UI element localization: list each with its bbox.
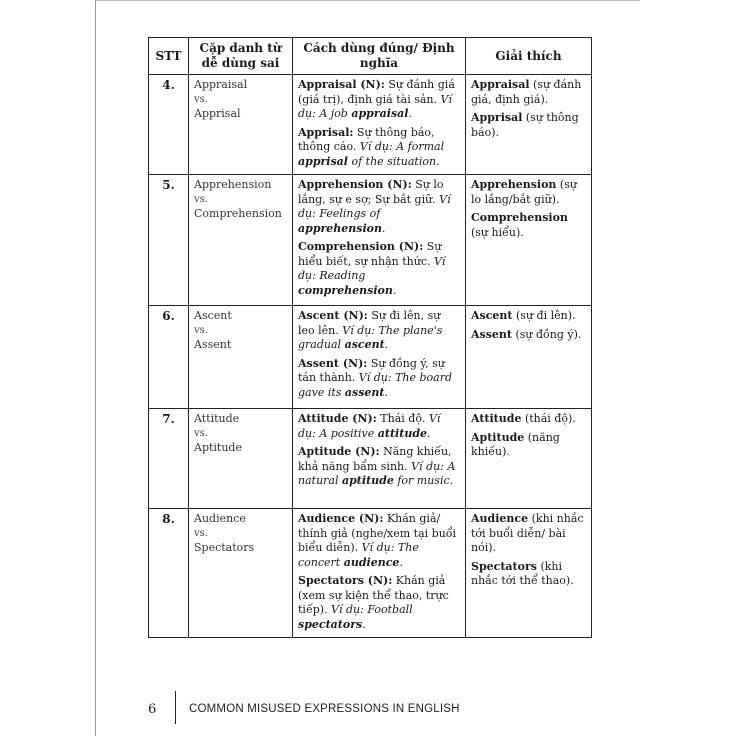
example-keyword: appraisal — [351, 107, 409, 120]
definition-text: Sự đánh giá (giá trị), định giá tài sản. — [298, 78, 455, 106]
table-row — [149, 75, 592, 175]
term-label: Appraisal (N): — [298, 78, 385, 91]
definition-text: Năng khiếu, khả năng bẩm sinh. — [298, 445, 452, 473]
word-b: Aptitude — [194, 441, 242, 454]
definition-text: Khán giả/ thính giả (nghe/xem tại buổi biểu diễn). — [298, 512, 457, 554]
definition-text: Sự đồng ý, sự tán thành. — [298, 356, 445, 384]
example-keyword: apprehension — [298, 221, 383, 235]
explanation-item — [471, 211, 586, 240]
usage-cell — [293, 409, 466, 509]
example-prefix: Ví dụ: A positive — [298, 412, 441, 440]
definition-text: Sự thông báo, thông cáo. — [298, 125, 435, 153]
term-label: Audience (N): — [298, 512, 384, 525]
explanation-cell — [466, 175, 592, 306]
word-a: Ascent — [194, 309, 232, 322]
row-number: 5. — [149, 175, 189, 306]
explanation-text: (khi nhắc tới thể thao). — [471, 559, 574, 587]
term-label: Ascent (N): — [298, 309, 368, 322]
usage-cell — [293, 175, 466, 306]
explanation-text: (sự đánh giá, định giá). — [471, 78, 582, 106]
word-a: Apprehension — [194, 178, 272, 191]
explanation-text: (sự lo lắng/bắt giữ). — [471, 178, 577, 206]
explanation-term: Aptitude — [471, 430, 525, 444]
table-row — [149, 509, 592, 638]
example-keyword: assent — [344, 385, 385, 399]
example-prefix: Ví dụ: Reading — [298, 254, 446, 282]
example-prefix: Ví dụ: The board gave its — [298, 371, 453, 399]
word-b: Assent — [194, 338, 232, 351]
header-explain: Giải thích — [466, 38, 592, 75]
example-keyword: spectators — [298, 617, 363, 631]
term-label: Apprehension (N): — [298, 178, 412, 191]
vs-label: vs. — [194, 193, 208, 205]
word-b: Spectators — [194, 541, 255, 554]
explanation-item — [471, 111, 586, 140]
table-row — [149, 409, 592, 509]
page-footer — [95, 688, 640, 728]
table-row — [149, 306, 592, 409]
example-prefix: Ví dụ: A formal — [359, 140, 445, 153]
explanation-term: Apprehension — [471, 178, 557, 191]
term-label: Apprisal: — [298, 125, 354, 139]
explanation-item — [471, 328, 586, 343]
example-suffix: . — [392, 283, 397, 297]
example-suffix: of the situation. — [347, 154, 440, 168]
example-prefix: Ví dụ: Football — [331, 603, 413, 616]
word-a: Attitude — [194, 412, 240, 425]
definition-text: Sự đi lên, sự leo lên. — [298, 309, 441, 337]
usage-cell — [293, 75, 466, 175]
explanation-term: Ascent — [471, 309, 513, 322]
explanation-text: (sự hiểu). — [471, 225, 524, 239]
example-suffix: . — [382, 221, 386, 235]
misused-nouns-table — [148, 37, 592, 638]
usage-entry — [298, 512, 460, 570]
explanation-term: Audience — [471, 512, 529, 525]
explanation-cell — [466, 306, 592, 409]
word-pair-cell — [189, 306, 293, 409]
explanation-text: (khi nhắc tới buổi diễn/ bài nói). — [471, 512, 584, 554]
example-suffix: . — [408, 107, 412, 120]
vs-label: vs. — [194, 93, 208, 105]
word-pair-cell — [189, 409, 293, 509]
table-row — [149, 175, 592, 306]
row-number: 7. — [149, 409, 189, 509]
example-suffix: . — [384, 385, 388, 399]
example-suffix: . — [399, 555, 403, 569]
explanation-cell — [466, 75, 592, 175]
footer-divider — [175, 691, 176, 724]
header-usage: Cách dùng đúng/ Định nghĩa — [293, 38, 466, 75]
explanation-term: Comprehension — [471, 211, 568, 224]
vs-label: vs. — [194, 427, 208, 439]
definition-text: Sự lo lắng, sự e sợ; Sự bắt giữ. — [298, 178, 444, 206]
explanation-term: Appraisal — [471, 78, 530, 91]
row-number: 6. — [149, 306, 189, 409]
page-number: 6 — [148, 702, 157, 717]
example-keyword: ascent — [344, 338, 385, 351]
page-top-edge — [95, 0, 640, 1]
explanation-item — [471, 560, 586, 589]
word-b: Apprisal — [194, 107, 241, 120]
word-a: Audience — [194, 512, 246, 525]
explanation-item — [471, 412, 586, 427]
example-suffix: . — [362, 617, 366, 631]
example-prefix: Ví dụ: The concert — [298, 541, 419, 569]
usage-entry — [298, 78, 460, 122]
vs-label: vs. — [194, 324, 208, 336]
explanation-term: Spectators — [471, 559, 537, 573]
definition-text: Khán giả (xem sự kiện thể thao, trực tiếp). — [298, 574, 449, 616]
row-number: 8. — [149, 509, 189, 638]
definition-text: Sự hiểu biết, sự nhận thức. — [298, 240, 442, 268]
example-prefix: Ví dụ: A natural — [298, 459, 456, 487]
explanation-text: (sự thông báo). — [471, 111, 579, 139]
term-label: Assent (N): — [298, 356, 368, 370]
explanation-cell — [466, 409, 592, 509]
word-pair-cell — [189, 175, 293, 306]
explanation-term: Apprisal — [471, 111, 523, 124]
example-keyword: attitude — [377, 426, 428, 440]
word-b: Comprehension — [194, 207, 282, 220]
explanation-item — [471, 309, 586, 324]
header-pair: Cặp danh từ dễ dùng sai — [189, 38, 293, 75]
explanation-text: (thái độ). — [521, 412, 576, 425]
usage-entry — [298, 357, 460, 401]
explanation-term: Assent — [471, 327, 512, 341]
explanation-item — [471, 431, 586, 460]
explanation-cell — [466, 509, 592, 638]
term-label: Aptitude (N): — [298, 445, 380, 458]
explanation-item — [471, 78, 586, 107]
table-body — [149, 75, 592, 638]
explanation-text: (sự đồng ý). — [512, 327, 582, 341]
usage-entry — [298, 126, 460, 170]
example-keyword: aptitude — [341, 474, 394, 487]
example-prefix: Ví dụ: Feelings of — [298, 192, 451, 220]
header-stt: STT — [149, 38, 189, 75]
usage-entry — [298, 309, 460, 353]
explanation-item — [471, 512, 586, 556]
example-keyword: comprehension — [298, 283, 393, 297]
table-header-row — [149, 38, 592, 75]
term-label: Comprehension (N): — [298, 240, 424, 253]
usage-entry — [298, 445, 460, 489]
explanation-term: Attitude — [471, 412, 522, 425]
example-suffix: for music. — [393, 474, 454, 487]
example-prefix: Ví dụ: The plane's gradual — [298, 323, 443, 351]
example-suffix: . — [384, 338, 389, 351]
usage-entry — [298, 574, 460, 632]
example-suffix: . — [427, 426, 431, 440]
example-keyword: apprisal — [298, 154, 348, 168]
row-number: 4. — [149, 75, 189, 175]
explanation-text: (sự đi lên). — [512, 309, 576, 322]
book-title: COMMON MISUSED EXPRESSIONS IN ENGLISH — [189, 703, 460, 715]
word-a: Appraisal — [194, 78, 248, 91]
explanation-item — [471, 178, 586, 207]
usage-entry — [298, 178, 460, 236]
example-prefix: Ví dụ: A job — [298, 92, 452, 120]
usage-entry — [298, 240, 460, 298]
usage-entry — [298, 412, 460, 441]
term-label: Spectators (N): — [298, 574, 393, 587]
usage-cell — [293, 306, 466, 409]
usage-cell — [293, 509, 466, 638]
word-pair-cell — [189, 509, 293, 638]
word-pair-cell — [189, 75, 293, 175]
definition-text: Thái độ. — [376, 412, 429, 425]
term-label: Attitude (N): — [298, 412, 377, 425]
explanation-text: (năng khiếu). — [471, 430, 560, 458]
example-keyword: audience — [343, 555, 400, 569]
vs-label: vs. — [194, 527, 208, 539]
